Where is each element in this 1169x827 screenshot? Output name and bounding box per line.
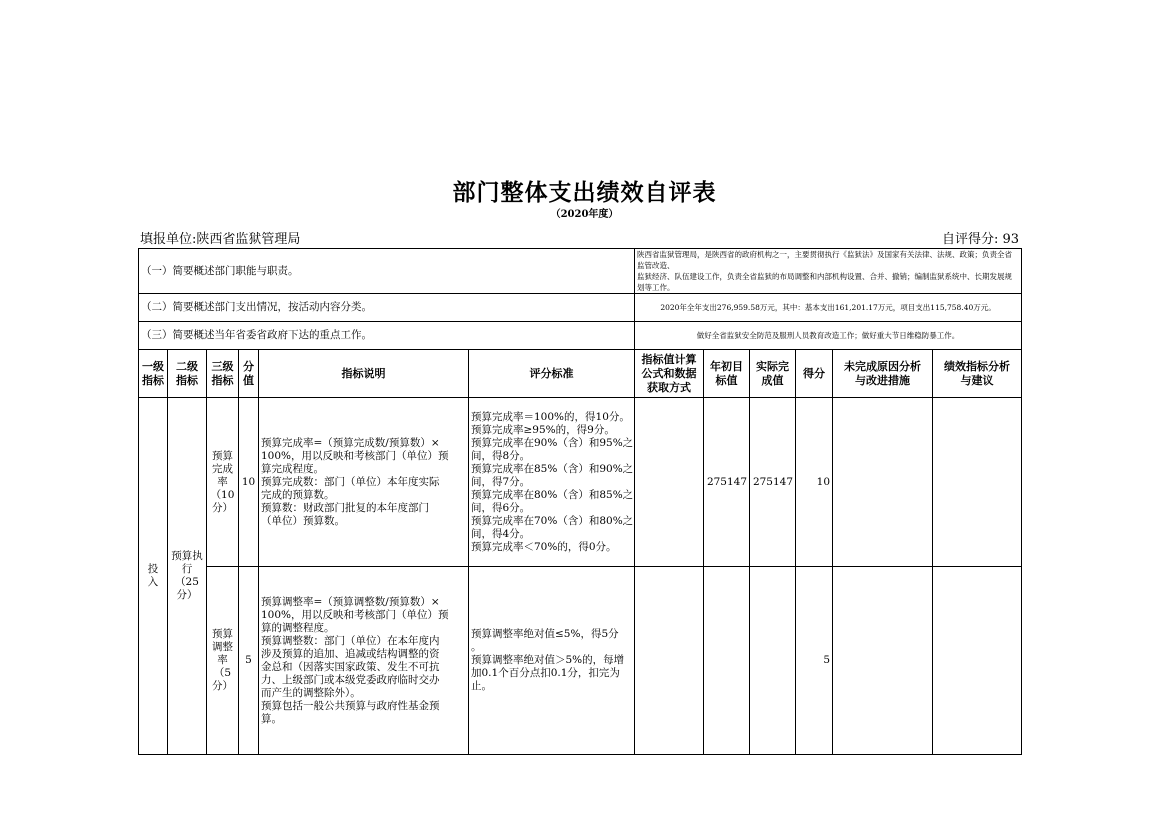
page-subtitle: （2020年度）	[550, 209, 619, 220]
points-cell: 5	[239, 567, 259, 755]
summary-text: 做好全省监狱安全防范及服刑人员教育改造工作；做好重大节日维稳防暴工作。	[635, 322, 1022, 350]
level1-cell: 投 入	[139, 398, 168, 755]
points-cell: 10	[239, 398, 259, 567]
header-level2: 二级 指标	[168, 350, 207, 398]
reason-cell	[833, 398, 933, 567]
summary-label: （三）简要概述当年省委省政府下达的重点工作。	[139, 322, 635, 350]
header-actual: 实际完 成值	[750, 350, 796, 398]
header-criteria: 评分标准	[469, 350, 635, 398]
criteria-cell: 预算完成率＝100%的，得10分。 预算完成率≥95%的，得9分。 预算完成率在90%（含）和95%之 间，得8分。 预算完成率在85%（含）和90%之 间，得7分。 预算完成率在80%（含）和85%之 间，得6分。 预算完成率在70%（含）和80%之 间，得4分。 预算完成率＜70%的，得0分。	[469, 398, 635, 567]
level3-cell: 预算 完成 率 （10 分）	[207, 398, 239, 567]
header-target: 年初目 标值	[704, 350, 750, 398]
description-cell: 预算完成率=（预算完成数/预算数）× 100%，用以反映和考核部门（单位）预 算完成程度。 预算完成数：部门（单位）本年度实际 完成的预算数。 预算数：财政部门批复的本年度部门 （单位）预算数。	[259, 398, 469, 567]
target-cell: 275147	[704, 398, 750, 567]
criteria-cell: 预算调整率绝对值≤5%，得5分 。 预算调整率绝对值＞5%的，每增 加0.1个百分点扣0.1分，扣完为 止。	[469, 567, 635, 755]
reason-cell	[833, 567, 933, 755]
header-points: 分 值	[239, 350, 259, 398]
score-cell: 10	[796, 398, 833, 567]
header-analysis: 绩效指标分析 与建议	[933, 350, 1022, 398]
actual-cell: 275147	[750, 398, 796, 567]
level2-cell: 预算执 行（25 分）	[168, 398, 207, 755]
score-cell: 5	[796, 567, 833, 755]
header-score: 得分	[796, 350, 833, 398]
table-row	[139, 567, 1022, 755]
page-title: 部门整体支出绩效自评表	[452, 180, 717, 206]
header-level3: 三级 指标	[207, 350, 239, 398]
summary-text: 陕西省监狱管理局，是陕西省的政府机构之一，主要贯彻执行《监狱法》及国家有关法律、法规、政策；负责全省监管改造、 监狱经济、队伍建设工作，负责全省监狱的布局调整和内部机构设置、合并、撤销；编制监狱系统中、长期发展规划等工作。	[635, 249, 1022, 294]
table-row	[139, 398, 1022, 567]
target-cell	[704, 567, 750, 755]
reporting-unit: 填报单位:陕西省监狱管理局	[140, 232, 301, 247]
summary-row-functions	[139, 249, 1022, 294]
method-cell	[635, 398, 704, 567]
evaluation-table	[138, 248, 1022, 755]
header-method: 指标值计算 公式和数据 获取方式	[635, 350, 704, 398]
self-evaluation-score: 自评得分: 93	[941, 232, 1019, 247]
analysis-cell	[933, 567, 1022, 755]
header-level1: 一级 指标	[139, 350, 168, 398]
actual-cell	[750, 567, 796, 755]
level3-cell: 预算 调整 率 （5 分）	[207, 567, 239, 755]
analysis-cell	[933, 398, 1022, 567]
summary-row-expenditure	[139, 294, 1022, 322]
header-description: 指标说明	[259, 350, 469, 398]
header-reason: 未完成原因分析 与改进措施	[833, 350, 933, 398]
summary-label: （二）简要概述部门支出情况，按活动内容分类。	[139, 294, 635, 322]
header-row	[139, 350, 1022, 398]
method-cell	[635, 567, 704, 755]
summary-text: 2020年全年支出276,959.58万元，其中：基本支出161,201.17万元，项目支出115,758.40万元。	[635, 294, 1022, 322]
summary-label: （一）简要概述部门职能与职责。	[139, 249, 635, 294]
summary-row-key-work	[139, 322, 1022, 350]
description-cell: 预算调整率=（预算调整数/预算数）× 100%，用以反映和考核部门（单位）预 算的调整程度。 预算调整数：部门（单位）在本年度内 涉及预算的追加、追减或结构调整的资 金总和（因落实国家政策、发生不可抗 力、上级部门或本级党委政府临时交办 而产生的调整除外）。 预算包括一般公共预算与政府性基金预 算。	[259, 567, 469, 755]
